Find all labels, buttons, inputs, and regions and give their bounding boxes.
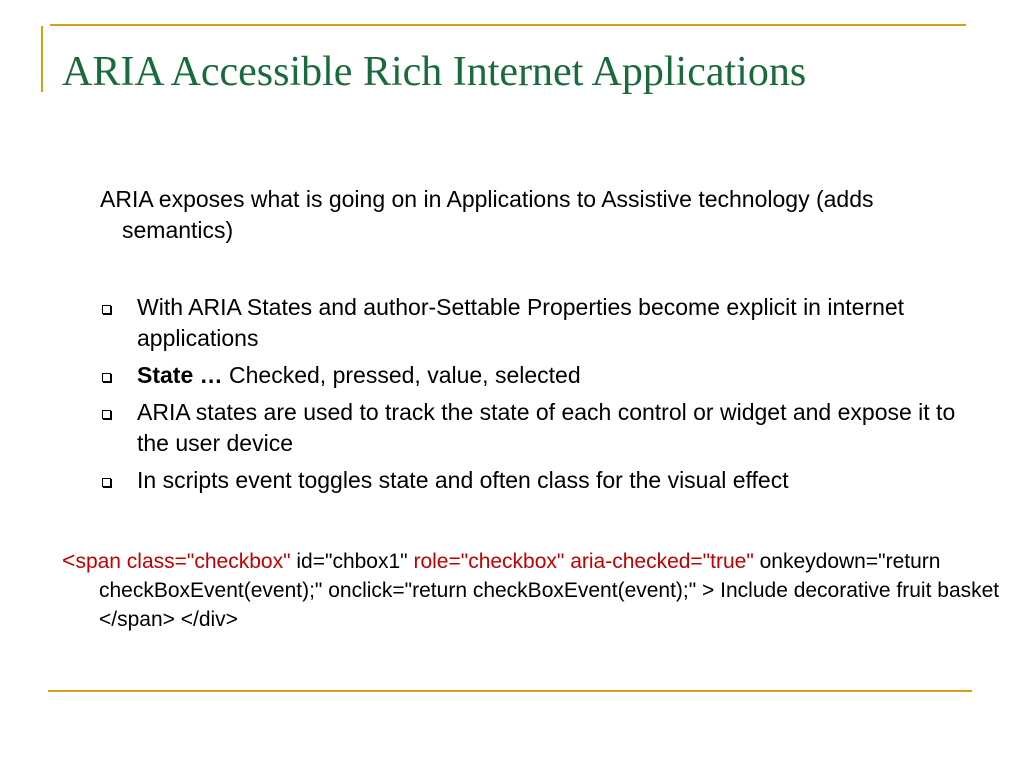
intro-paragraph: ARIA exposes what is going on in Applications to Assistive technology (adds semantics) — [100, 186, 874, 243]
bottom-divider-line — [48, 690, 972, 692]
bullet-text: In scripts event toggles state and often class for the visual effect — [137, 467, 789, 493]
bullet-list — [100, 292, 970, 502]
bullet-bold-label: State … — [137, 362, 223, 388]
code-handlers: onkeydown="return checkBoxEvent(event);" onclick="return checkBoxEvent(event);" > Include decorative fruit basket </span> </div> — [99, 550, 1000, 631]
bullet-item — [100, 397, 970, 459]
code-open-bracket: < — [62, 547, 76, 573]
bullet-item — [100, 360, 970, 391]
code-id-attr: id="chbox1" — [290, 550, 414, 573]
bullet-item — [100, 292, 970, 354]
square-bullet-icon — [102, 410, 111, 419]
square-bullet-icon — [102, 478, 111, 487]
bullet-text: With ARIA States and author-Settable Properties become explicit in internet applications — [137, 294, 905, 351]
top-divider-line — [50, 24, 966, 26]
bullet-text: Checked, pressed, value, selected — [222, 362, 581, 388]
left-accent-line — [41, 26, 43, 92]
slide-title: ARIA Accessible Rich Internet Applications — [62, 49, 807, 95]
square-bullet-icon — [102, 373, 111, 382]
square-bullet-icon — [102, 305, 111, 314]
bullet-text: ARIA states are used to track the state of each control or widget and expose it to the user device — [137, 399, 956, 456]
code-example — [62, 546, 1004, 634]
code-span-class: span class="checkbox" — [75, 550, 291, 573]
bullet-item — [100, 465, 970, 496]
code-aria-attrs: role="checkbox" aria-checked="true" — [413, 550, 754, 573]
